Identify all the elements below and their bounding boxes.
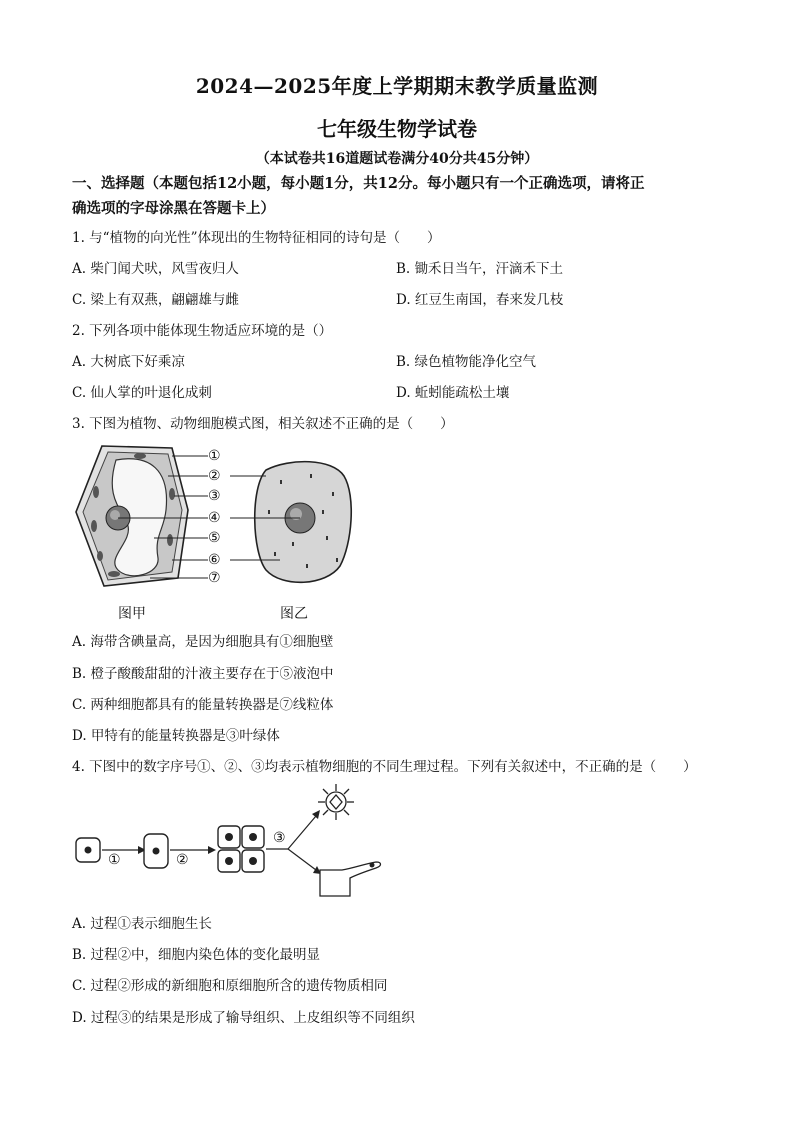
cell-label-5: ⑤ (208, 530, 221, 546)
arrow-3-down (288, 849, 316, 870)
question-2-option-d: D. 蚯蚓能疏松土壤 (396, 385, 510, 401)
question-2-option-b: B. 绿色植物能净化空气 (396, 354, 537, 370)
question-3-option-a: A. 海带含碘量高，是因为细胞具有①细胞壁 (72, 634, 334, 650)
question-4-option-b: B. 过程②中，细胞内染色体的变化最明显 (72, 947, 321, 963)
figure-caption-a: 图甲 (118, 606, 146, 622)
cell-label-1: ① (208, 448, 221, 464)
question-2-option-c: C. 仙人掌的叶退化成刺 (72, 385, 212, 401)
question-1-option-a: A. 柴门闻犬吠，风雪夜归人 (72, 261, 239, 277)
question-4-option-a: A. 过程①表示细胞生长 (72, 916, 212, 932)
plant-nucleolus (110, 510, 120, 520)
cell-label-2: ② (208, 468, 221, 484)
question-2-option-a: A. 大树底下好乘凉 (72, 354, 185, 370)
chloroplast (108, 571, 120, 577)
cell-label-3: ③ (208, 488, 221, 504)
cell-process-diagram (72, 782, 392, 900)
chloroplast (97, 551, 103, 561)
differentiated-cell-star (318, 784, 354, 820)
cell-label-7: ⑦ (208, 570, 221, 586)
arrow-3-up (288, 816, 316, 849)
question-3-option-b: B. 橙子酸酸甜甜的汁液主要存在于⑤液泡中 (72, 666, 334, 682)
process-label-2: ② (176, 852, 189, 868)
chloroplast (134, 453, 146, 459)
divided-cells (218, 826, 264, 872)
process-label-1: ① (108, 852, 121, 868)
chloroplast (167, 534, 173, 546)
question-4-option-d: D. 过程③的结果是形成了输导组织、上皮组织等不同组织 (72, 1010, 415, 1026)
chloroplast (93, 486, 99, 498)
cell-label-6: ⑥ (208, 552, 221, 568)
question-3-option-c: C. 两种细胞都具有的能量转换器是⑦线粒体 (72, 697, 334, 713)
chloroplast (169, 488, 175, 500)
question-1-stem: 1. 与“植物的向光性”体现出的生物特征相同的诗句是（ ） (72, 230, 441, 246)
question-2-stem: 2. 下列各项中能体现生物适应环境的是（） (72, 323, 333, 339)
cell-label-4: ④ (208, 510, 221, 526)
section-heading-line1: 一、选择题（本题包括12小题，每小题1分，共12分。每小题只有一个正确选项，请将正 (72, 175, 645, 192)
exam-info: （本试卷共16道题试卷满分40分共45分钟） (255, 151, 539, 167)
figure-caption-b: 图乙 (280, 606, 308, 622)
question-1-option-b: B. 锄禾日当午，汗滴禾下土 (396, 261, 564, 277)
question-4-stem: 4. 下图中的数字序号①、②、③均表示植物细胞的不同生理过程。下列有关叙述中，不正确的是（ ） (72, 759, 697, 775)
section-heading (72, 171, 732, 221)
question-3-stem: 3. 下图为植物、动物细胞模式图，相关叙述不正确的是（ ） (72, 416, 454, 432)
chloroplast (91, 520, 97, 532)
question-3-option-d: D. 甲特有的能量转换器是③叶绿体 (72, 728, 280, 744)
exam-title: 2024—2025年度上学期期末教学质量监测 (195, 74, 599, 98)
exam-subject: 七年级生物学试卷 (317, 117, 477, 141)
question-4-option-c: C. 过程②形成的新细胞和原细胞所含的遗传物质相同 (72, 978, 388, 994)
section-heading-line2: 确选项的字母涂黑在答题卡上） (72, 200, 275, 217)
question-1-option-c: C. 梁上有双燕，翩翩雄与雌 (72, 292, 239, 308)
process-label-3: ③ (273, 830, 286, 846)
question-1-option-d: D. 红豆生南国，春来发几枝 (396, 292, 564, 308)
cell-diagram (70, 440, 390, 600)
